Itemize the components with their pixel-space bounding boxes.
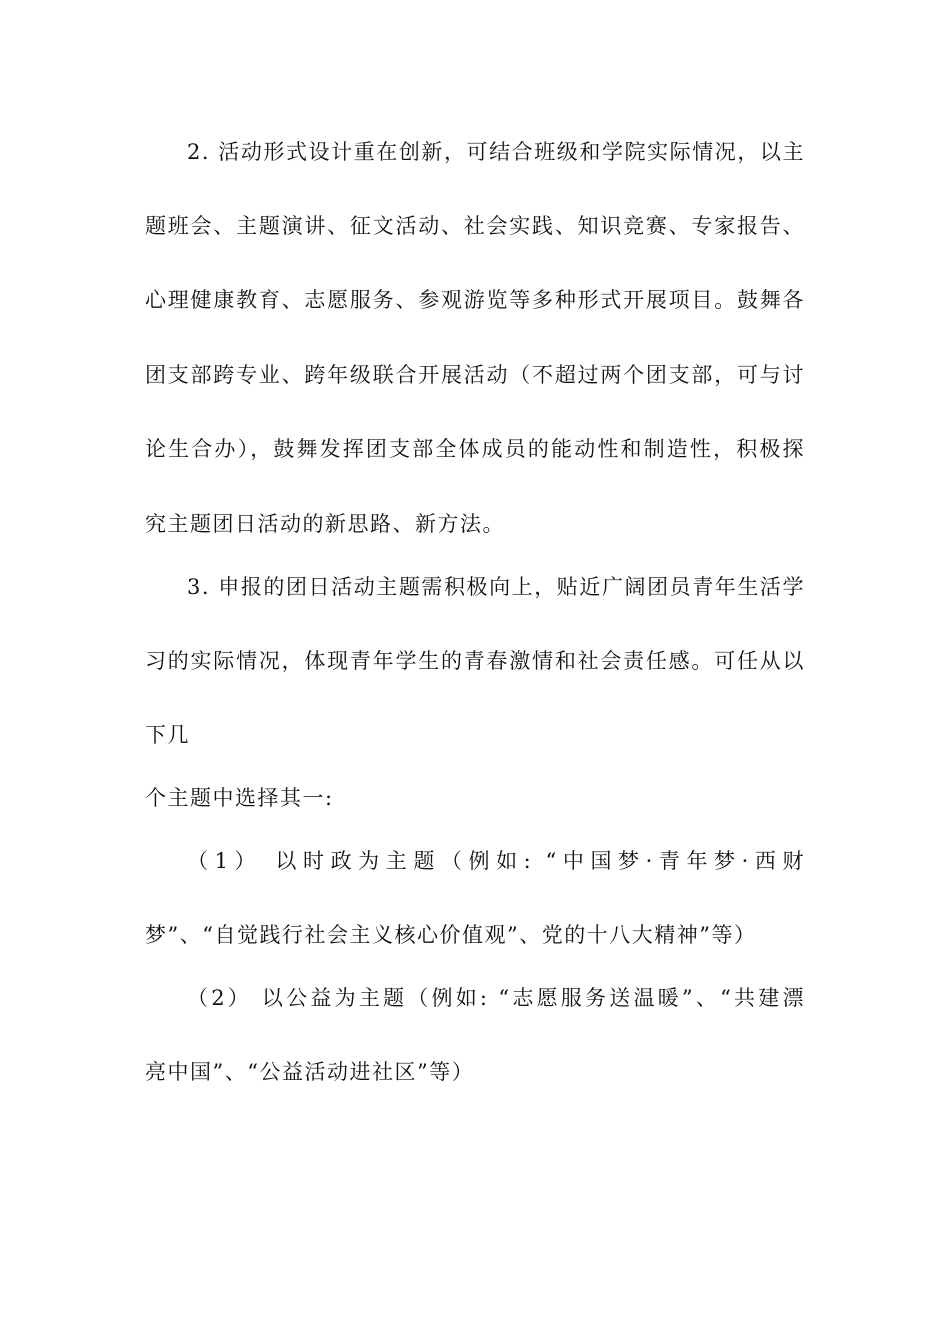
paragraph-3-line-2: 习的实际情况，体现青年学生的青春激情和社会责任感。可任从以 — [145, 649, 805, 673]
paragraph-3-line-4: 个主题中选择其一: — [145, 786, 334, 810]
paragraph-2-line-3: 心理健康教育、志愿服务、参观游览等多种形式开展项目。鼓舞各 — [145, 288, 805, 312]
paragraph-3-line-3: 下几 — [145, 723, 190, 747]
paragraph-2-line-6: 究主题团日活动的新思路、新方法。 — [145, 512, 505, 536]
item-2-line-2: 亮中国”、“公益活动进社区”等） — [145, 1060, 475, 1084]
paragraph-3-line-1: 3. 申报的团日活动主题需积极向上，贴近广阔团员青年生活学 — [187, 575, 805, 599]
item-2-line-1: （2） 以公益为主题（例如: “志愿服务送温暖”、“共建漂 — [187, 986, 805, 1010]
item-1-line-2: 梦”、“自觉践行社会主义核心价值观”、党的十八大精神”等） — [145, 923, 757, 947]
paragraph-2-line-2: 题班会、主题演讲、征文活动、社会实践、知识竞赛、专家报告、 — [145, 214, 805, 238]
paragraph-2-line-4: 团支部跨专业、跨年级联合开展活动（不超过两个团支部，可与讨 — [145, 363, 805, 387]
paragraph-2-line-1: 2. 活动形式设计重在创新，可结合班级和学院实际情况，以主 — [187, 140, 805, 164]
paragraph-2-line-5: 论生合办），鼓舞发挥团支部全体成员的能动性和制造性，积极探 — [145, 437, 805, 461]
item-1-line-1: （1） 以时政为主题（例如: “中国梦·青年梦·西财 — [187, 849, 805, 873]
